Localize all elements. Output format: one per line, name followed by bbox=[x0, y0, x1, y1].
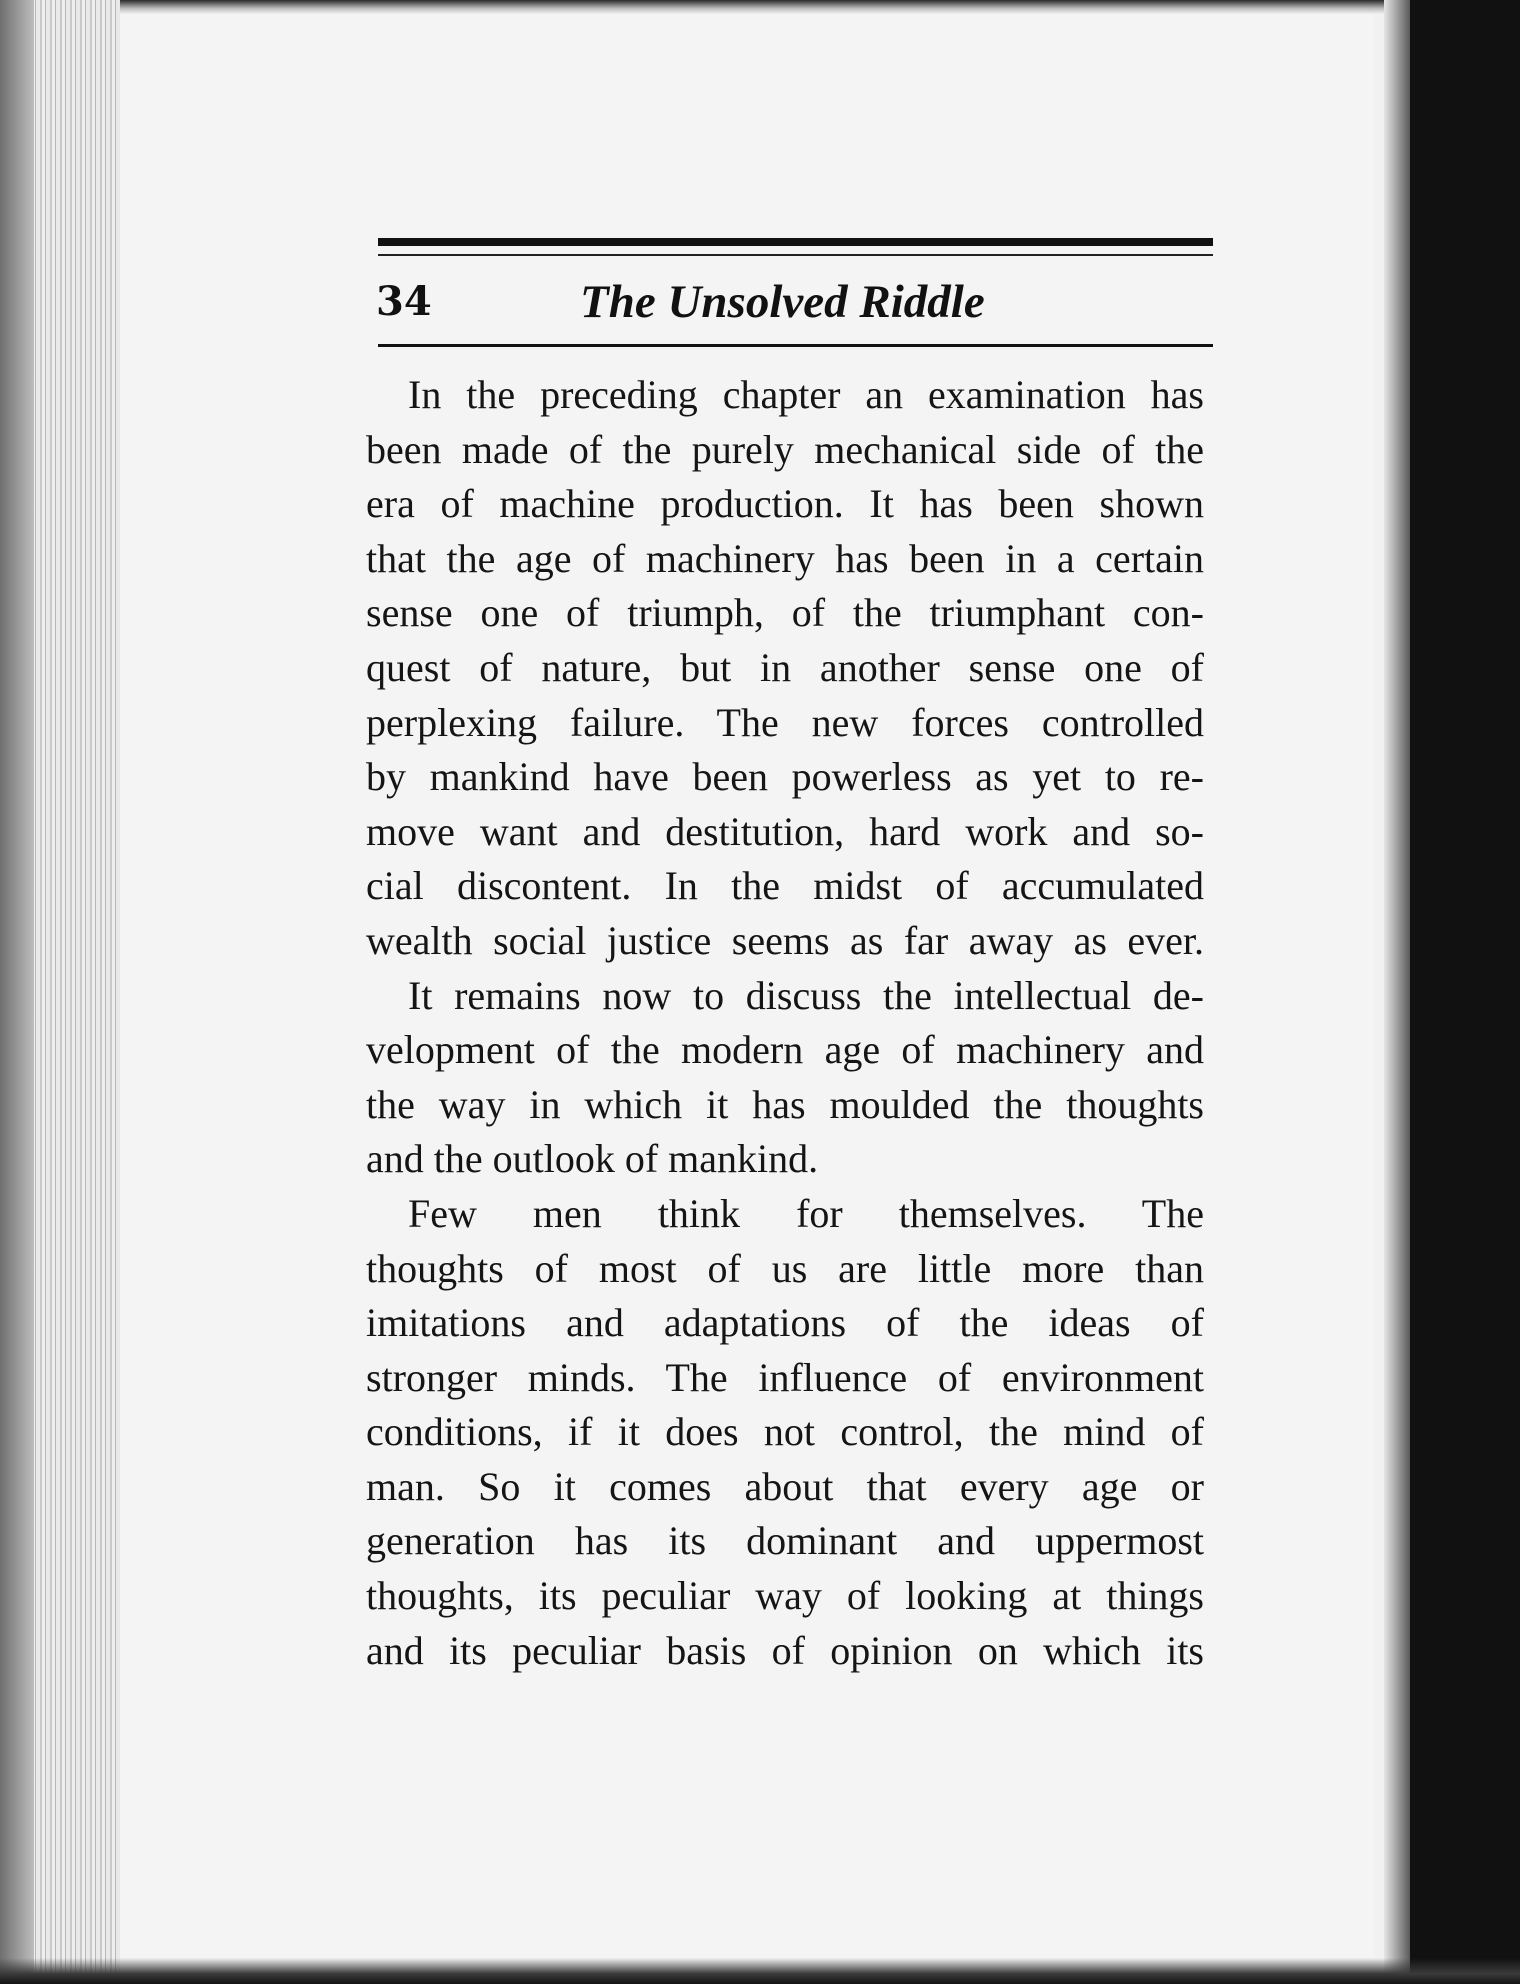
text-line: Few men think for themselves. The bbox=[408, 1190, 1204, 1236]
text-line: era of machine production. It has been shown bbox=[366, 481, 1204, 527]
text-line: imitations and adaptations of the ideas of bbox=[366, 1300, 1204, 1346]
text-line: wealth social justice seems as far away as ever. bbox=[366, 917, 1204, 963]
text-line: move want and destitution, hard work and so- bbox=[366, 808, 1204, 854]
text-line: generation has its dominant and uppermost bbox=[366, 1518, 1204, 1564]
text-line: stronger minds. The influence of environment bbox=[366, 1354, 1204, 1400]
text-line: thoughts of most of us are little more than bbox=[366, 1245, 1204, 1291]
text-line: velopment of the modern age of machinery and bbox=[366, 1027, 1204, 1073]
page-number: 34 bbox=[376, 278, 432, 325]
text-line: that the age of machinery has been in a certain bbox=[366, 535, 1204, 581]
text-line: been made of the purely mechanical side of the bbox=[366, 426, 1204, 472]
text-line: In the preceding chapter an examination has bbox=[408, 372, 1204, 417]
right-dark-margin bbox=[1410, 0, 1520, 1984]
text-line: the way in which it has moulded the thoughts bbox=[366, 1081, 1204, 1127]
top-edge-shadow bbox=[0, 0, 1520, 14]
text-line: It remains now to discuss the intellectual de- bbox=[408, 972, 1204, 1018]
header-rule-thick bbox=[378, 238, 1213, 246]
body-text bbox=[366, 368, 1204, 1678]
bottom-edge-shadow bbox=[0, 1958, 1520, 1984]
text-line: sense one of triumph, of the triumphant con- bbox=[366, 590, 1204, 636]
right-page-curl bbox=[1384, 0, 1410, 1984]
text-line: cial discontent. In the midst of accumulated bbox=[366, 863, 1204, 909]
left-page-edges bbox=[0, 0, 120, 1984]
text-line: man. So it comes about that every age or bbox=[366, 1463, 1204, 1509]
header-rule-thin bbox=[378, 254, 1213, 256]
text-line: thoughts, its peculiar way of looking at things bbox=[366, 1573, 1204, 1619]
text-line: perplexing failure. The new forces controlled bbox=[366, 699, 1204, 745]
text-line: by mankind have been powerless as yet to re- bbox=[366, 754, 1204, 800]
running-title: The Unsolved Riddle bbox=[580, 276, 985, 328]
paragraph-3 bbox=[366, 1187, 1204, 1678]
text-line: quest of nature, but in another sense one of bbox=[366, 644, 1204, 690]
text-line: and its peculiar basis of opinion on which its bbox=[366, 1627, 1204, 1673]
header-rule-bottom bbox=[378, 344, 1213, 347]
text-line: conditions, if it does not control, the mind of bbox=[366, 1409, 1204, 1455]
text-line: and the outlook of mankind. bbox=[366, 1136, 819, 1182]
paragraph-2 bbox=[366, 969, 1204, 1187]
paragraph-1 bbox=[366, 368, 1204, 969]
